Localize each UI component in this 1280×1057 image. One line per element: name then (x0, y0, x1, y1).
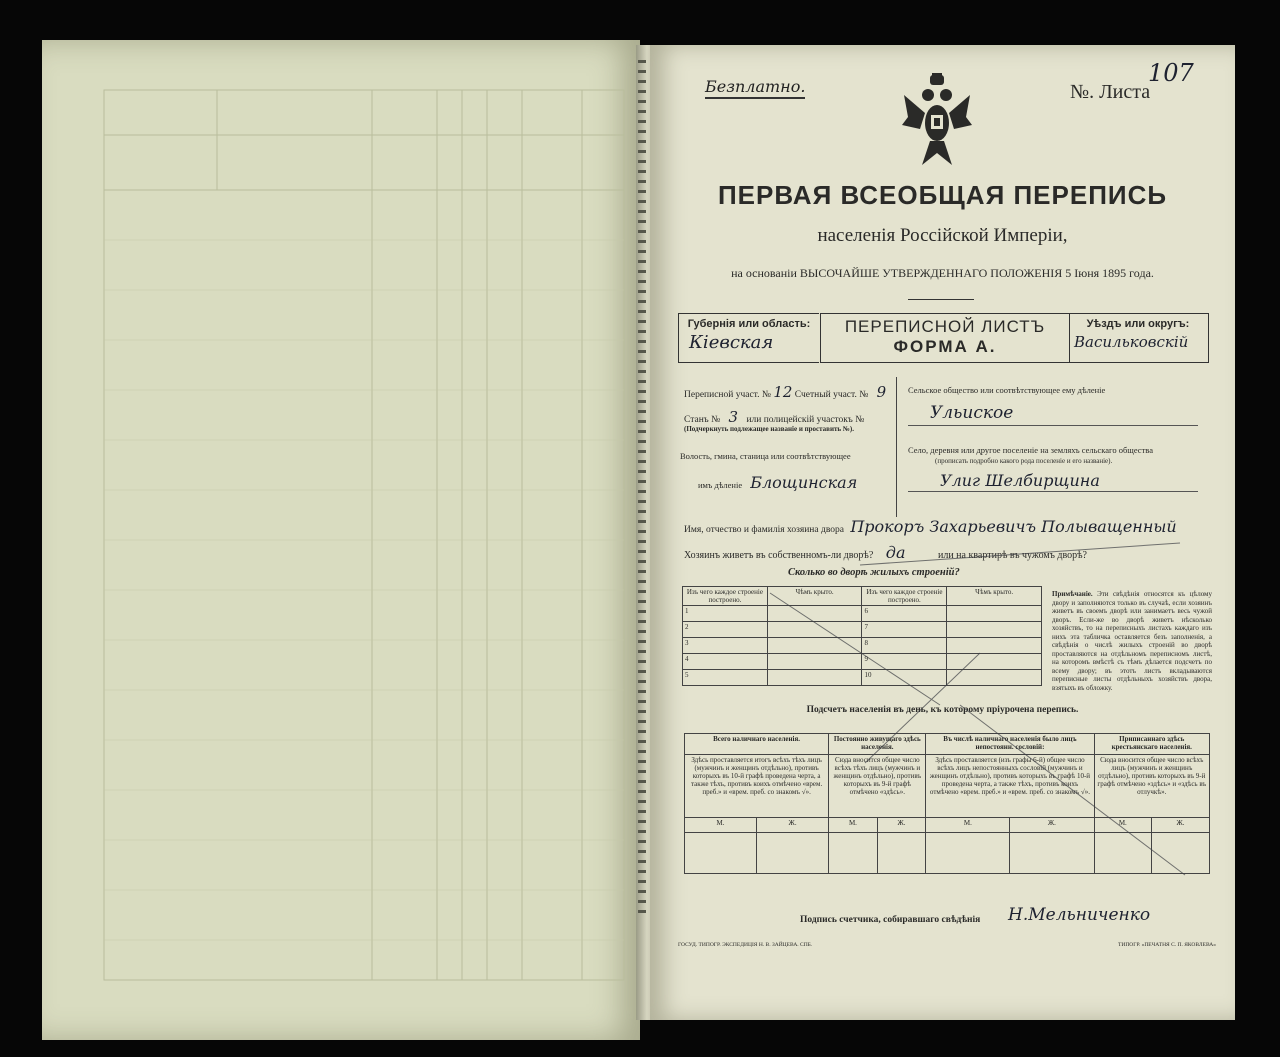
buildings-row-2: 2 (683, 622, 768, 638)
census-basis: на основаніи ВЫСОЧАЙШЕ УТВЕРЖДЕННАГО ПОЛОЖЕНІЯ 5 Іюня 1895 года. (731, 266, 1154, 280)
binding-hole (638, 130, 646, 133)
binding-hole (638, 540, 646, 543)
sheet-number-value: 107 (1148, 59, 1194, 87)
count-desc-total: Здѣсь проставляется итогъ всѣхъ тѣхъ лицъ (мужчинъ и женщинъ отдѣльно), противъ которыхъ въ 10-й графѣ проведена черта, а также тѣхъ, противъ коихъ отмѣчено «врем. преб.» и «врем. преб. со знакомъ √». (685, 755, 829, 818)
count-f-1: Ж. (756, 818, 828, 833)
binding-hole (638, 750, 646, 753)
binding-hole (638, 550, 646, 553)
binding-hole (638, 530, 646, 533)
buildings-label: Сколько во дворѣ жилыхъ строеній? (788, 567, 960, 578)
buildings-row-10: 10 (862, 670, 947, 686)
binding-hole (638, 210, 646, 213)
binding-hole (638, 890, 646, 893)
society-label: Сельское общество или соотвѣтствующее ему дѣленіе (908, 385, 1106, 395)
binding-hole (638, 240, 646, 243)
volost-label: Волость, гмина, станица или соотвѣтствующее (680, 451, 851, 461)
census-area-label: Переписной участ. № (684, 390, 771, 400)
binding-hole (638, 760, 646, 763)
owner-value: Прокоръ Захарьевичъ Полыващенный (850, 517, 1177, 536)
note-title: Примѣчаніе. (1052, 590, 1093, 598)
binding-hole (638, 730, 646, 733)
binding-hole (638, 700, 646, 703)
count-m-1: М. (685, 818, 757, 833)
count-desc-nonpermanent: Здѣсь проставляется (изъ графы 6-й) общее число всѣхъ лицъ непостоянныхъ сословій (мужчинъ и женщинъ отдѣльно), противъ которыхъ въ графѣ 10-й проведена черта, а также тѣхъ, противъ коихъ отмѣчено «врем. преб.» и «врем. преб. со знакомъ √». (926, 755, 1094, 818)
binding-hole (638, 400, 646, 403)
binding-hole (638, 610, 646, 613)
apartment-label: или на квартирѣ въ чужомъ дворѣ? (937, 550, 1087, 561)
printer-left: ГОСУД. ТИПОГР. ЭКСПЕДИЦІЯ Н. В. ЗАЙЦЕВА. СПБ. (678, 942, 813, 948)
binding-hole (638, 110, 646, 113)
binding-hole (638, 660, 646, 663)
binding-hole (638, 800, 646, 803)
binding-hole (638, 70, 646, 73)
binding-hole (638, 380, 646, 383)
binding-hole (638, 190, 646, 193)
binding-hole (638, 470, 646, 473)
binding-hole (638, 560, 646, 563)
binding-hole (638, 230, 646, 233)
signature-label: Подпись счетчика, собиравшаго свѣдѣнія (800, 915, 981, 925)
binding-hole (638, 290, 646, 293)
binding-hole (638, 870, 646, 873)
binding-hole (638, 680, 646, 683)
binding-hole (638, 500, 646, 503)
buildings-col-roof: Чѣмъ крыто. (767, 587, 862, 606)
binding-hole (638, 840, 646, 843)
binding-holes (638, 60, 646, 920)
binding-hole (638, 690, 646, 693)
count-col-total: Всего наличнаго населенія. (685, 734, 829, 755)
count-m-3: М. (926, 818, 1010, 833)
binding-hole (638, 510, 646, 513)
binding-hole (638, 410, 646, 413)
volost-label2: имъ дѣленіе (698, 480, 743, 490)
binding-hole (638, 910, 646, 913)
camp-note: (Подчеркнуть подлежащее названіе и проставить №). (684, 425, 854, 433)
binding-hole (638, 440, 646, 443)
binding-hole (638, 860, 646, 863)
buildings-col-roof-2: Чѣмъ крыто. (947, 587, 1042, 606)
village-note: (прописать подробно какого рода поселеніе и его названіе). (935, 457, 1113, 465)
binding-hole (638, 490, 646, 493)
district-label: Уѣздъ или округъ: (1086, 318, 1190, 330)
binding-hole (638, 160, 646, 163)
binding-hole (638, 320, 646, 323)
binding-hole (638, 600, 646, 603)
printer-right: ТИПОГР. «ПЕЧАТНЯ С. П. ЯКОВЛЕВА» (1118, 942, 1217, 948)
binding-hole (638, 100, 646, 103)
buildings-col-material: Изъ чего каждое строеніе построено. (683, 587, 768, 606)
binding-hole (638, 640, 646, 643)
district-value: Васильковскій (1074, 333, 1189, 351)
count-col-permanent: Постоянно живущаго здѣсь населенія. (829, 734, 926, 755)
village-value: Улиг Шелбирщина (940, 471, 1100, 490)
buildings-row-6: 6 (862, 606, 947, 622)
binding-hole (638, 360, 646, 363)
binding-hole (638, 480, 646, 483)
left-page (42, 40, 640, 1040)
cross-out-strokes (650, 45, 1235, 1020)
binding-hole (638, 310, 646, 313)
binding-hole (638, 330, 646, 333)
buildings-row-3: 3 (683, 638, 768, 654)
buildings-row-1: 1 (683, 606, 768, 622)
binding-hole (638, 90, 646, 93)
buildings-col-material-2: Изъ чего каждое строеніе построено. (862, 587, 947, 606)
society-value: Ульиское (930, 403, 1014, 423)
signature-value: Н.Мельниченко (1008, 905, 1151, 925)
binding-hole (638, 740, 646, 743)
buildings-row-9: 9 (862, 654, 947, 670)
binding-hole (638, 790, 646, 793)
count-f-3: Ж. (1010, 818, 1094, 833)
buildings-row-5: 5 (683, 670, 768, 686)
count-f-4: Ж. (1152, 818, 1210, 833)
own-house-label: Хозяинъ живетъ въ собственномъ-ли дворѣ? (684, 550, 874, 561)
count-col-peasants: Приписаннаго здѣсь крестьянскаго населенія. (1094, 734, 1209, 755)
count-f-2: Ж. (877, 818, 926, 833)
free-label: Безплатно. (705, 77, 806, 96)
binding-hole (638, 180, 646, 183)
form-title: ФОРМА А. (893, 337, 997, 356)
binding-hole (638, 720, 646, 723)
note-text: Эти свѣдѣнія относятся къ цѣлому двору и заполняются только въ случаѣ, если хозяинъ живетъ въ своемъ дворѣ или занимаетъ весь чужой дворъ. Если-же во дворѣ живетъ нѣсколько хозяйствъ, то на переписныхъ листахъ каждаго изъ нихъ эта табличка оставляется безъ заполненія, а свѣдѣнія о числѣ жилыхъ строеній во дворѣ проставляются на отдѣльномъ переписномъ листѣ, на которомъ вмѣстѣ съ тѣмъ дѣлается подсчетъ по всему двору; въ этотъ листъ вкладываются переписные листы отдѣльныхъ хозяйствъ двора, взятыхъ въ обложку. (1052, 590, 1212, 692)
buildings-row-7: 7 (862, 622, 947, 638)
village-label: Село, деревня или другое поселеніе на земляхъ сельскаго общества (908, 445, 1153, 455)
count-title: Подсчетъ населенія въ день, къ которому пріурочена перепись. (806, 705, 1079, 715)
right-page (650, 45, 1235, 1020)
binding-hole (638, 630, 646, 633)
binding-hole (638, 670, 646, 673)
binding-hole (638, 570, 646, 573)
binding-hole (638, 370, 646, 373)
buildings-row-4: 4 (683, 654, 768, 670)
binding-hole (638, 340, 646, 343)
binding-hole (638, 450, 646, 453)
binding-hole (638, 260, 646, 263)
binding-hole (638, 620, 646, 623)
binding-hole (638, 150, 646, 153)
owner-label: Имя, отчество и фамилія хозяина двора (684, 525, 844, 535)
census-subtitle: населенія Россійской Имперіи, (817, 225, 1068, 246)
buildings-row-8: 8 (862, 638, 947, 654)
binding-hole (638, 590, 646, 593)
camp-rest: или полицейскій участокъ № (746, 415, 865, 425)
binding-hole (638, 830, 646, 833)
binding-hole (638, 420, 646, 423)
binding-hole (638, 900, 646, 903)
binding-hole (638, 770, 646, 773)
camp-label: Станъ № (684, 415, 721, 425)
census-area-value: 12 (773, 383, 793, 401)
census-title: ПЕРВАЯ ВСЕОБЩАЯ ПЕРЕПИСЬ (717, 180, 1168, 210)
binding-hole (638, 280, 646, 283)
binding-hole (638, 120, 646, 123)
count-m-4: М. (1094, 818, 1152, 833)
binding-hole (638, 820, 646, 823)
left-page-ghost-grid (42, 40, 640, 1040)
binding-hole (638, 80, 646, 83)
count-m-2: М. (829, 818, 878, 833)
count-desc-permanent: Сюда вносится общее число всѣхъ тѣхъ лицъ (мужчинъ и женщинъ отдѣльно), противъ которыхъ въ 9-й графѣ отмѣчено «здѣсь». (829, 755, 926, 818)
sheet-title: ПЕРЕПИСНОЙ ЛИСТЪ (844, 317, 1046, 336)
sheet-number-label: №. Листа (1070, 81, 1151, 103)
binding-hole (638, 250, 646, 253)
binding-hole (638, 710, 646, 713)
binding-hole (638, 60, 646, 63)
binding-hole (638, 170, 646, 173)
binding-hole (638, 390, 646, 393)
binding-hole (638, 140, 646, 143)
binding-hole (638, 810, 646, 813)
binding-hole (638, 520, 646, 523)
count-area-value: 9 (876, 383, 887, 401)
binding-hole (638, 220, 646, 223)
binding-hole (638, 850, 646, 853)
binding-hole (638, 580, 646, 583)
count-desc-peasants: Сюда вносится общее число всѣхъ лицъ (мужчинъ и женщинъ отдѣльно), противъ которыхъ въ 9-й графѣ отмѣчено «здѣсь» и «здѣсь въ отлучкѣ». (1094, 755, 1209, 818)
binding-hole (638, 350, 646, 353)
binding-hole (638, 650, 646, 653)
binding-hole (638, 880, 646, 883)
camp-value: 3 (728, 408, 739, 426)
province-label: Губернія или область: (687, 318, 811, 330)
count-col-nonpermanent: Въ числѣ наличнаго населенія было лицъ непостоянн. сословій: (926, 734, 1094, 755)
binding-hole (638, 430, 646, 433)
binding-hole (638, 200, 646, 203)
count-area-label: Счетный участ. № (794, 390, 869, 400)
volost-value: Блощинская (750, 473, 858, 492)
binding-hole (638, 270, 646, 273)
own-house-value: да (885, 543, 906, 562)
province-value: Кіевская (689, 332, 774, 353)
binding-hole (638, 300, 646, 303)
binding-hole (638, 780, 646, 783)
binding-hole (638, 460, 646, 463)
